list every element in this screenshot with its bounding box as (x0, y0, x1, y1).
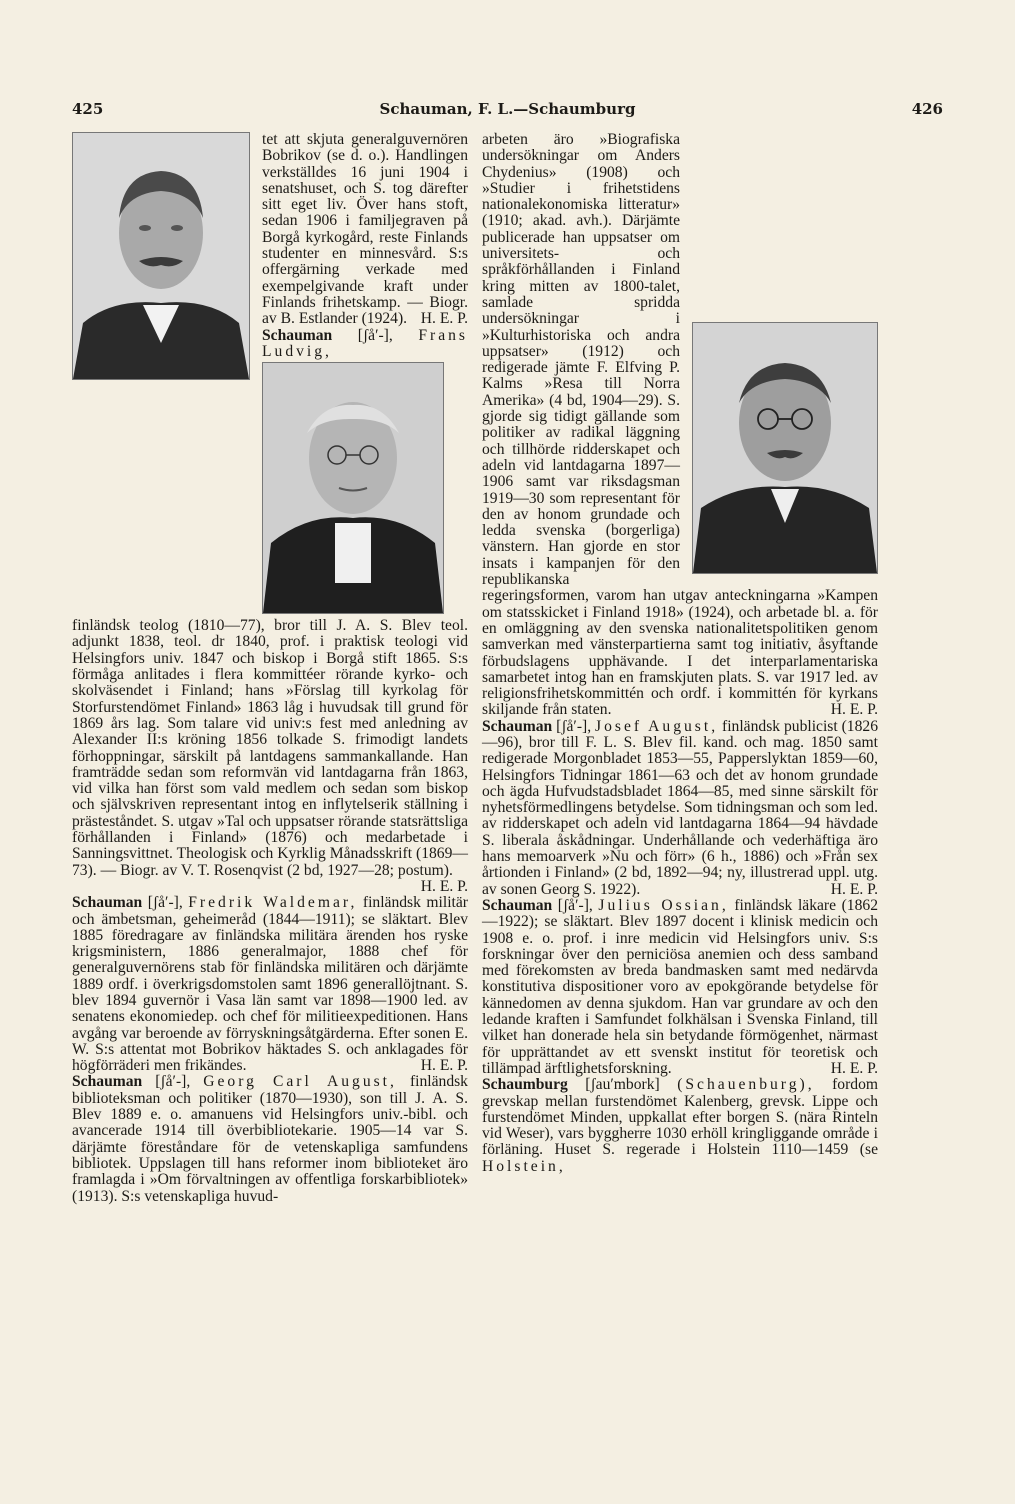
page-header (0, 100, 1015, 124)
entry-continuation: tet att skjuta generalguvernören Bobrikov (se d. o.). Handlingen verkställdes 16 juni 1904 i senatshuset, och S. tog därefter sitt eget liv. Över hans stoft, sedan 1906 i familjegraven på Borgå kyrkogård, reste Finlands studenter en minnesvård. S:s offergärning verkade med exempelgivande kraft under Finlands frihetskamp. — Biogr. av B. Estlander (1924). (262, 131, 468, 328)
portrait-illustration (263, 363, 443, 613)
entry-pronunciation: [ʃau′mbork] (567, 1076, 678, 1094)
entry-headword: Schauman (72, 894, 143, 912)
entry-text: finländsk teolog (1810—77), bror till J. A. S. Blev teol. adjunkt 1838, teol. dr 1840, prof. i praktisk teologi vid Helsingfors univ. 1847 och biskop i Borgå stift 1865. S:s förmåga anlitades i flera kommittéer rörande kyrko- och skolväsendet i Finland; hans »Förslag till kyrkolag för Storfurstendömet Finland» 1863 låg i huvudsak till grund för 1869 års lag. Som talare vid univ:s fest med anledning av Alexander II:s kröning 1856 tolkade S. frimodigt landets förhoppningar, särskilt på lantdagens sammankallande. Han framträdde sedan som reformvän vid lantdagarna från 1863, vid vilka han först som vald medlem och sedan som biskop och självskriven representant intog en inflytelserik ställning i prästeståndet. S. utgav »Tal och uppsatser rörande statsrättsliga förhållanden i Finland» (1876) och medarbetade i Sanningsvittnet. Theologisk och Kyrklig Månadsskrift (1869—73). — Biogr. av V. T. Rosenqvist (2 bd, 1927—28; postum). (72, 617, 468, 879)
entry-text: finländsk biblioteksman och politiker (1870—1930), son till J. A. S. Blev 1889 e. o. amanuens vid Helsingfors univ.-bibl. och avancerade 1914 till överbibliotekarie. 1905—14 var S. därjämte föreståndare för de vetenskapliga samfundens bibliotek. Uppslagen till hans reformer inom biblioteket äro framlagda i »Om förvaltningen av offentliga forskarbibliotek» (1913). S:s vetenskapliga huvud- (72, 1073, 468, 1205)
entry-variant-name: (Schauenburg), (677, 1076, 815, 1094)
left-column (72, 132, 468, 1205)
entry-name: Julius Ossian, (598, 896, 729, 914)
portrait-of-man-with-mustache (72, 132, 250, 380)
portrait-of-bishop (262, 362, 444, 614)
entry-pronunciation: [ʃå′-], (142, 894, 189, 912)
entry-pronunciation: [ʃå′-], (142, 1073, 204, 1091)
author-signature: H. E. P. (420, 310, 468, 328)
entry-pronunciation: [ʃå′-], (332, 326, 419, 344)
portrait-illustration (693, 323, 877, 573)
author-signature: H. E. P. (420, 877, 468, 895)
entry-name: Frans Ludvig, (262, 326, 468, 360)
entry-headword: Schauman (72, 1073, 143, 1091)
entry-pronunciation: [ʃå′-], (552, 717, 596, 735)
entry-headword: Schauman (262, 326, 333, 344)
entry-text: finländsk militär och ämbetsman, geheimeråd (1844—1911); se släktart. Blev 1885 föredragare av finländska militära ärenden hos ryske krigsministern, 1886 generalmajor, 1888 chef för generalguvernörens stab för finländska militären och därjämte 1889 ordf. i överkrigsdomstolen samt 1896 generallöjtnant. S. blev 1894 guvernör i Vasa län samt var 1898—1900 led. av senatens ekonomiedep. och chef för militieexpeditionen. Hans avgång var beroende av förryskningsåtgärderna. Efter sonen E. W. S:s attentat mot Bobrikov häktades S. och anklagades för högförräderi men frikändes. (72, 894, 469, 1075)
running-title: Schauman, F. L.—Schaumburg (379, 100, 636, 118)
entry-text: fordom grevskap mellan furstendömet Kalenberg, grevsk. Lippe och furstendömet Minden, uppkallat efter borgen S. (nära Rinteln vid Weser), vars byggherre 1030 erhöll kringliggande område i förläning. Huset S. regerade i Holstein 1110—1459 (se (482, 1076, 878, 1159)
entry-text: finländsk publicist (1826—96), bror till F. L. S. Blev fil. kand. och mag. 1850 samt redigerade Morgonbladet 1853—55, Papperslyktan 1859—60, Helsingfors Tidningar 1861—63 och det av honom grundade och ägda Hufvudstadsbladet 1864—85, med sinne särskilt för nyhetsförmedlingens betydelse. Som tidningsman och som led. av ridderskapet och adeln vid lantdagarna 1864—94 hävdade S. liberala åskådningar. Underhållande och vederhäftiga äro hans memoarverk »Nu och förr» (6 h., 1886) och »Från sex årtionden i Finland» (2 bd, 1892—94; ny, illustrerad uppl. utg. av sonen Georg S. 1922). (482, 717, 878, 898)
author-signature: H. E. P. (420, 1057, 468, 1075)
entry-name: Fredrik Waldemar, (188, 894, 358, 912)
page-number-left: 425 (72, 100, 104, 118)
right-column (482, 132, 878, 1175)
entry-headword: Schaumburg (482, 1076, 568, 1094)
author-signature: H. E. P. (830, 701, 878, 719)
entry-text: finländsk läkare (1862—1922); se släktart. Blev 1897 docent i klinisk medicin och 1908 e. o. prof. i inre medicin vid Helsingfors univ. S:s forskningar över den perniciösa anemien och dess samband med förekomsten av breda bandmasken samt med nedärvda konstitutiva dispositioner voro av epokgörande betydelse för kännedomen av denna sjukdom. Han var grundare av och den ledande kraften i Samfundet folkhälsan i Svenska Finland, till vilket han donerade hela sin betydande förmögenhet, närmast för upprättandet av ett svenskt institut för teoretisk och tillämpad ärftlighetsforskning. (482, 896, 878, 1077)
author-signature: H. E. P. (830, 880, 878, 898)
page-number-right: 426 (911, 100, 943, 118)
entry-continuation: arbeten äro »Biografiska undersökningar om Anders Chydenius» (1908) och »Studier i frihetstidens nationalekonomiska litteratur» (1910; akad. avh.). Därjämte publicerade han uppsatser om universitets- och språkförhållanden i Finland kring mitten av 1800-talet, samlade spridda undersökningar i »Kulturhistoriska och andra uppsatser» (1912) och redigerade jämte F. Elfving P. Kalms »Resa till Norra Amerika» (4 bd, 1904—29). S. gjorde sig tidigt gällande som politiker av radikal läggning och tillhörde ridderskapet och adeln vid lantdagarna 1897—1906 samt var riksdagsman 1919—30 som representant för den av honom grundade och ledda svenska (borgerliga) vänstern. Han gjorde en stor insats i kampanjen för den republikanska regeringsformen, varom han utgav anteckningarna »Kampen om statsskicket i Finland 1918» (1924), och arbetade bl. a. för en omläggning av den svenska nationalitetspolitiken genom samverkan med vänsterpartierna samt tog initiativ, åsyftande förbudslagens upphävande. I det interparlamentariska samarbetet intog han en framskjuten plats. S. var 1917 led. av religionsfrihetskommittén och ordf. i kommittén för kyrkans skiljande från staten. (482, 131, 878, 719)
entry-pronunciation: [ʃå′-], (552, 896, 599, 914)
portrait-of-man-with-glasses (692, 322, 878, 574)
entry-name: Josef August, (595, 717, 719, 735)
cross-reference-link[interactable]: Holstein, (482, 1157, 566, 1175)
portrait-illustration (73, 133, 249, 379)
entry-headword: Schauman (482, 896, 553, 914)
entry-name: Georg Carl August, (203, 1073, 397, 1091)
entry-headword: Schauman (482, 717, 553, 735)
author-signature: H. E. P. (830, 1059, 878, 1077)
